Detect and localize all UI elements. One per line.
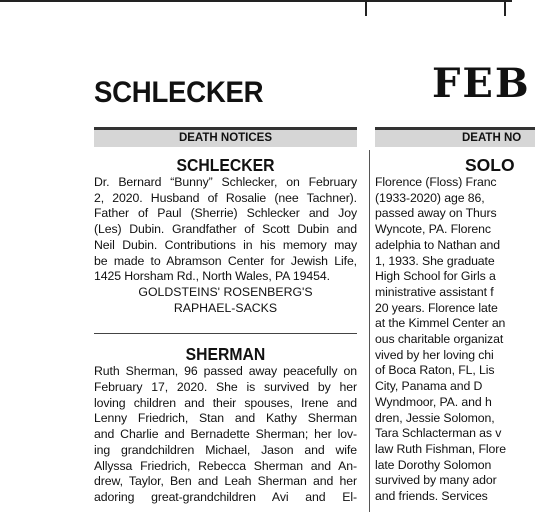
notice-schlecker — [94, 155, 357, 316]
notice-line: dren, Jessie Solomon, — [375, 410, 495, 425]
section-label: DEATH NOTICES — [94, 127, 357, 147]
notice-line: Father of Paul (Sherrie) Schlecker and Joy — [94, 206, 357, 221]
column-divider — [369, 150, 370, 512]
notice-line: ministrative assistant f — [375, 284, 494, 299]
notice-line: 20 years. Florence late — [375, 300, 498, 315]
notice-line: City, Panama and D — [375, 379, 483, 394]
notice-name: SCHLECKER — [176, 155, 275, 175]
notice-divider — [94, 333, 357, 334]
notice-line: (1933-2020) age 86, — [375, 190, 485, 205]
notice-line: Lenny Friedrich, Stan and Kathy Sherman — [94, 411, 357, 426]
left-column — [94, 127, 357, 506]
notice-line: at the Kimmel Center an — [375, 316, 506, 331]
notice-line: vived by her loving chi — [375, 347, 494, 362]
top-rule-tick — [365, 2, 367, 16]
notice-line: ous charitable organizat — [375, 332, 504, 347]
notice-line: 1425 Horsham Rd., North Wales, PA 19454. — [94, 269, 330, 284]
notice-body — [375, 175, 512, 505]
notice-line: adelphia to Nathan and — [375, 237, 500, 252]
right-column — [375, 127, 535, 505]
notice-line: Ruth Sherman, 96 passed away peacefully on — [94, 364, 357, 379]
notice-body — [94, 364, 357, 505]
top-rule-tick — [504, 2, 506, 16]
notice-line: Tara Schlacterman as v — [375, 426, 502, 441]
notice-line: High School for Girls a — [375, 269, 496, 284]
funeral-home-line: GOLDSTEINS' ROSENBERG'S — [138, 284, 313, 299]
notice-line: Dr. Bernard “Bunny” Schlecker, on February — [94, 175, 357, 189]
notice-line: February 17, 2020. She is survived by her — [94, 380, 357, 395]
notice-name: SOLO — [465, 155, 515, 175]
notice-body — [94, 175, 357, 285]
notice-line: late Dorothy Solomon — [375, 457, 492, 472]
notice-line: be made to Abramson Center for Jewish Life, — [94, 253, 357, 268]
page-name-header: SCHLECKER — [94, 76, 264, 109]
month-header: FEB — [432, 60, 531, 107]
notice-line: 1, 1933. She graduate — [375, 253, 495, 268]
notice-sherman — [94, 344, 357, 505]
notice-line: Florence (Floss) Franc — [375, 175, 497, 189]
notice-line: law Ruth Fishman, Flore — [375, 441, 506, 456]
notice-name: SHERMAN — [185, 344, 266, 365]
notice-line: Allyssa Friedrich, Rebecca Sherman and An- — [94, 458, 357, 473]
notice-line: passed away on Thurs — [375, 206, 497, 221]
notice-line: survived by many ador — [375, 473, 497, 488]
funeral-home-line: RAPHAEL-SACKS — [173, 300, 278, 315]
notice-line: of Boca Raton, FL, Lis — [375, 363, 495, 378]
notice-line: drew, Taylor, Ben and Leah Sherman and her — [94, 474, 357, 489]
notice-line: adoring great-grandchildren Avi and El- — [94, 489, 357, 504]
notice-line: and Charlie and Bernadette Sherman; her lov- — [94, 427, 357, 442]
notice-line: and friends. Services — [375, 489, 488, 504]
notice-line: Wyndmoor, PA. and h — [375, 394, 492, 409]
notice-line: Wyncote, PA. Florenc — [375, 222, 491, 237]
notice-line: Neil Dubin. Contributions in his memory may — [94, 237, 357, 252]
top-rule — [0, 0, 512, 14]
notice-line: 2, 2020. Husband of Rosalie (nee Tachner). — [94, 190, 357, 205]
notice-line: (Les) Dubin. Grandfather of Scott Dubin and — [94, 222, 357, 237]
notice-line: ing grandchildren Michael, Jason and wife — [94, 442, 357, 457]
notice-solomon — [375, 155, 515, 505]
section-label: DEATH NO — [375, 127, 535, 147]
notice-line: loving children and their spouses, Irene and — [94, 395, 357, 410]
